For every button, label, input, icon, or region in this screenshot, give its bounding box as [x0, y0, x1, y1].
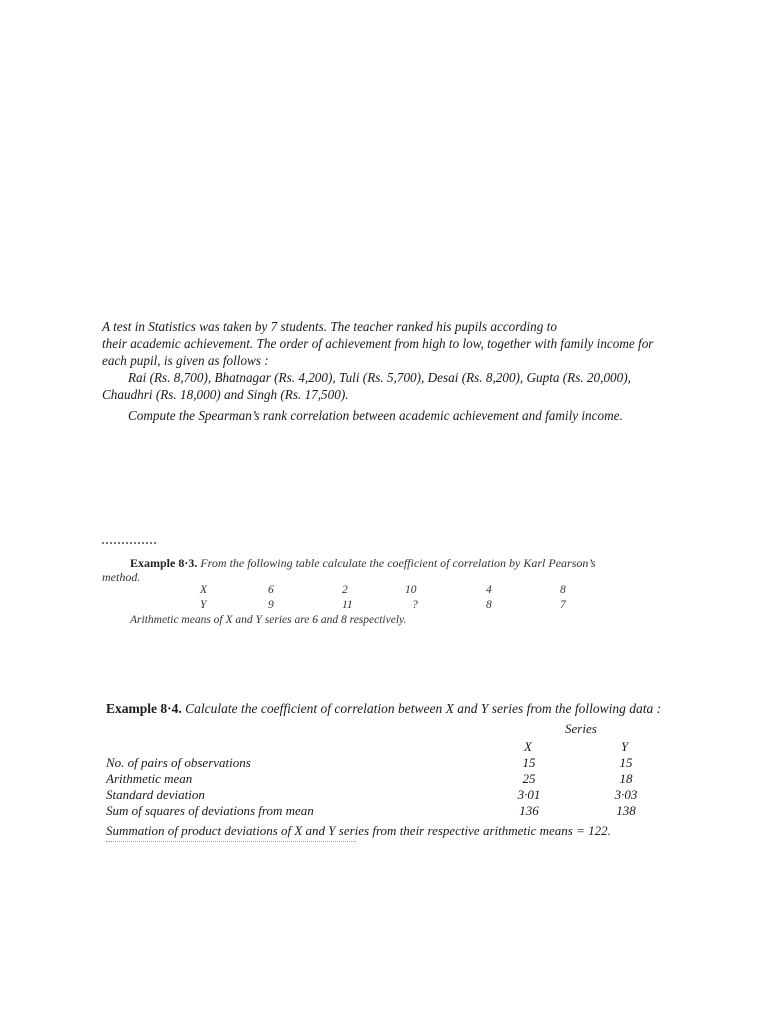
table-row-label: Sum of squares of deviations from mean	[106, 803, 314, 818]
table-cell-x: 3·01	[517, 787, 541, 802]
table-cell-y: 18	[619, 771, 633, 786]
table-row-label: No. of pairs of observations	[106, 755, 251, 770]
example-8-4-footer: Summation of product deviations of X and Y series from their respective arithmetic means = 122.	[106, 823, 611, 838]
example-8-3-text-cont: method.	[102, 570, 141, 584]
column-x-header: X	[524, 739, 532, 754]
row-x-value: 4	[486, 584, 492, 596]
example-8-4-text: Calculate the coefficient of correlation between X and Y series from the following data :	[185, 701, 662, 716]
table-row-label: Arithmetic mean	[106, 771, 193, 786]
row-y-value: ?	[412, 599, 418, 611]
row-x-value: 6	[268, 584, 274, 596]
problem-line: Compute the Spearman’s rank correlation between academic achievement and family income.	[128, 408, 623, 423]
example-8-3-text: From the following table calculate the coefficient of correlation by Karl Pearson’s	[200, 556, 596, 570]
row-y-value: 9	[268, 599, 274, 611]
row-y-value: 11	[342, 599, 353, 611]
row-x-name: X	[200, 584, 208, 596]
problem-line: Rai (Rs. 8,700), Bhatnagar (Rs. 4,200), Tuli (Rs. 5,700), Desai (Rs. 8,200), Gupta (Rs. 20,000),	[128, 370, 631, 385]
row-y-value: 7	[560, 599, 566, 611]
problem-line: their academic achievement. The order of achievement from high to low, together with family income for	[102, 336, 654, 351]
table-cell-x: 25	[522, 771, 536, 786]
table-row-label: Standard deviation	[106, 787, 205, 802]
row-x-value: 8	[560, 584, 566, 596]
spearman-problem	[102, 318, 722, 424]
problem-line: each pupil, is given as follows :	[102, 353, 269, 368]
table-cell-y: 3·03	[614, 787, 638, 802]
example-8-3-note: Arithmetic means of X and Y series are 6 and 8 respectively.	[130, 614, 407, 626]
example-8-4-label: Example 8·4.	[106, 701, 182, 716]
scan-fragment-mark	[102, 542, 156, 548]
problem-line: A test in Statistics was taken by 7 students. The teacher ranked his pupils according to	[102, 319, 557, 334]
row-y-name: Y	[200, 599, 207, 611]
row-x-value: 10	[405, 584, 417, 596]
table-cell-x: 15	[522, 755, 536, 770]
column-y-header: Y	[621, 739, 629, 754]
row-y-value: 8	[486, 599, 492, 611]
series-header: Series	[565, 721, 597, 736]
example-8-3-heading	[130, 556, 596, 571]
scan-cut-line	[106, 841, 356, 842]
example-8-3-label: Example 8·3.	[130, 556, 198, 570]
table-cell-x: 136	[519, 803, 539, 818]
example-8-4-heading	[106, 701, 661, 717]
row-x-value: 2	[342, 584, 348, 596]
table-cell-y: 138	[616, 803, 636, 818]
table-cell-y: 15	[619, 755, 633, 770]
problem-line: Chaudhri (Rs. 18,000) and Singh (Rs. 17,500).	[102, 387, 349, 402]
